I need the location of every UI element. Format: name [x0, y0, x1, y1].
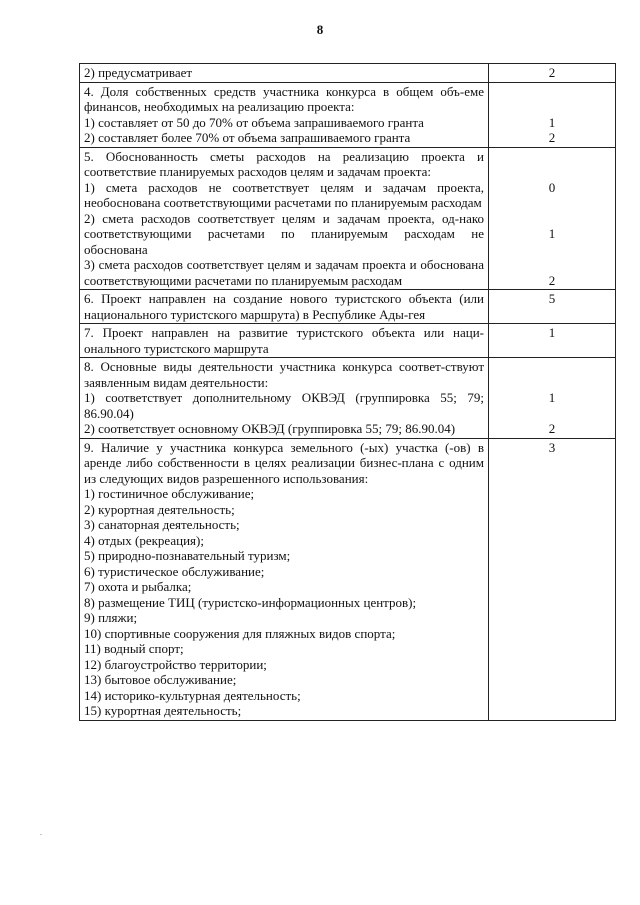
score-value: 0 — [548, 179, 556, 195]
table-row — [80, 438, 616, 720]
criterion-text-cell — [80, 438, 489, 720]
score-cell — [489, 147, 616, 290]
score-value: 1 — [548, 390, 556, 405]
criterion-text-cell — [80, 147, 489, 290]
criterion-text-cell — [80, 358, 489, 439]
page-number: 8 — [316, 22, 324, 37]
list-item: 3) санаторная деятельность; — [84, 517, 240, 532]
criterion-line: 6. Проект направлен на создание нового туристского объекта (или национального туристского маршрута) в Республике Ады-гея — [84, 291, 484, 322]
list-item: 13) бытовое обслуживание; — [84, 672, 237, 687]
list-item: 10) спортивные сооружения для пляжных видов спорта; — [84, 625, 396, 641]
table-row — [80, 358, 616, 439]
score-value: 2 — [548, 272, 556, 288]
criterion-option: 1) соответствует дополнительному ОКВЭД (группировка 55; 79; 86.90.04) — [84, 390, 484, 421]
list-item: 4) отдых (рекреация); — [84, 532, 204, 548]
table-row — [80, 82, 616, 147]
table-row — [80, 64, 616, 83]
list-item: 1) гостиничное обслуживание; — [84, 486, 255, 501]
list-item: 6) туристическое обслуживание; — [84, 563, 265, 579]
list-item: 7) охота и рыбалка; — [84, 579, 192, 594]
score-value: 2 — [548, 421, 556, 436]
score-value: 1 — [548, 325, 556, 340]
list-item: 5) природно-познавательный туризм; — [84, 548, 291, 563]
criterion-heading: 4. Доля собственных средств участника конкурса в общем объ-еме финансов, необходимых на реализацию проекта: — [84, 83, 484, 114]
table-row — [80, 324, 616, 358]
criterion-heading: 5. Обоснованность сметы расходов на реализацию проекта и соответствие планируемых расходов целям и задачам проекта: — [84, 148, 484, 179]
criterion-heading: 8. Основные виды деятельности участника конкурса соответ-ствуют заявленным видам деятельности: — [84, 359, 484, 390]
score-cell — [489, 64, 616, 83]
criteria-table — [79, 63, 616, 721]
list-item: 9) пляжи; — [84, 610, 138, 625]
list-item: 14) историко-культурная деятельность; — [84, 687, 301, 703]
score-spacer — [493, 359, 611, 390]
criterion-option: 2) составляет более 70% от объема запрашиваемого гранта — [84, 130, 411, 145]
scan-dot: . — [40, 828, 42, 837]
criterion-heading: 9. Наличие у участника конкурса земельного (-ых) участка (-ов) в аренде либо собственности в целях реализации бизнес-плана с одним из следующих видов разрешенного использования: — [84, 439, 484, 486]
score-cell — [489, 324, 616, 358]
score-spacer — [493, 149, 611, 180]
score-spacer — [493, 84, 611, 115]
criterion-text-cell — [80, 324, 489, 358]
score-cell — [489, 82, 616, 147]
criterion-option: 3) смета расходов соответствует целям и задачам проекта и обоснована соответствующими расчетами по планируемым расходам — [84, 257, 484, 288]
criterion-option: 2) соответствует основному ОКВЭД (группировка 55; 79; 86.90.04) — [84, 421, 456, 436]
list-item: 12) благоустройство территории; — [84, 656, 267, 672]
list-item: 8) размещение ТИЦ (туристско-информационных центров); — [84, 594, 417, 610]
table-row — [80, 290, 616, 324]
criterion-option: 2) смета расходов соответствует целям и задачам проекта, од-нако соответствующими расчетами по планируемым расходам не обоснована — [84, 210, 484, 257]
list-item: 2) курортная деятельность; — [84, 501, 235, 517]
score-value: 2 — [548, 65, 556, 80]
criterion-option: 1) смета расходов не соответствует целям и задачам проекта, необоснована соответствующими расчетами по планируемым расходам — [84, 179, 484, 210]
table-row — [80, 147, 616, 290]
score-cell — [489, 358, 616, 439]
score-value: 1 — [548, 114, 556, 130]
score-value: 2 — [548, 130, 556, 145]
criterion-text-cell — [80, 290, 489, 324]
criterion-text-cell — [80, 64, 489, 83]
score-value: 3 — [548, 439, 556, 455]
criterion-line: 2) предусматривает — [84, 65, 193, 80]
score-value: 1 — [548, 226, 556, 241]
criterion-line: 7. Проект направлен на развитие туристского объекта или наци-онального туристского маршрута — [84, 325, 484, 356]
list-item: 15) курортная деятельность; — [84, 703, 242, 718]
list-item: 11) водный спорт; — [84, 641, 184, 656]
score-cell — [489, 438, 616, 720]
score-cell — [489, 290, 616, 324]
criterion-option: 1) составляет от 50 до 70% от объема запрашиваемого гранта — [84, 114, 424, 130]
score-value: 5 — [548, 291, 556, 306]
criterion-text-cell — [80, 82, 489, 147]
